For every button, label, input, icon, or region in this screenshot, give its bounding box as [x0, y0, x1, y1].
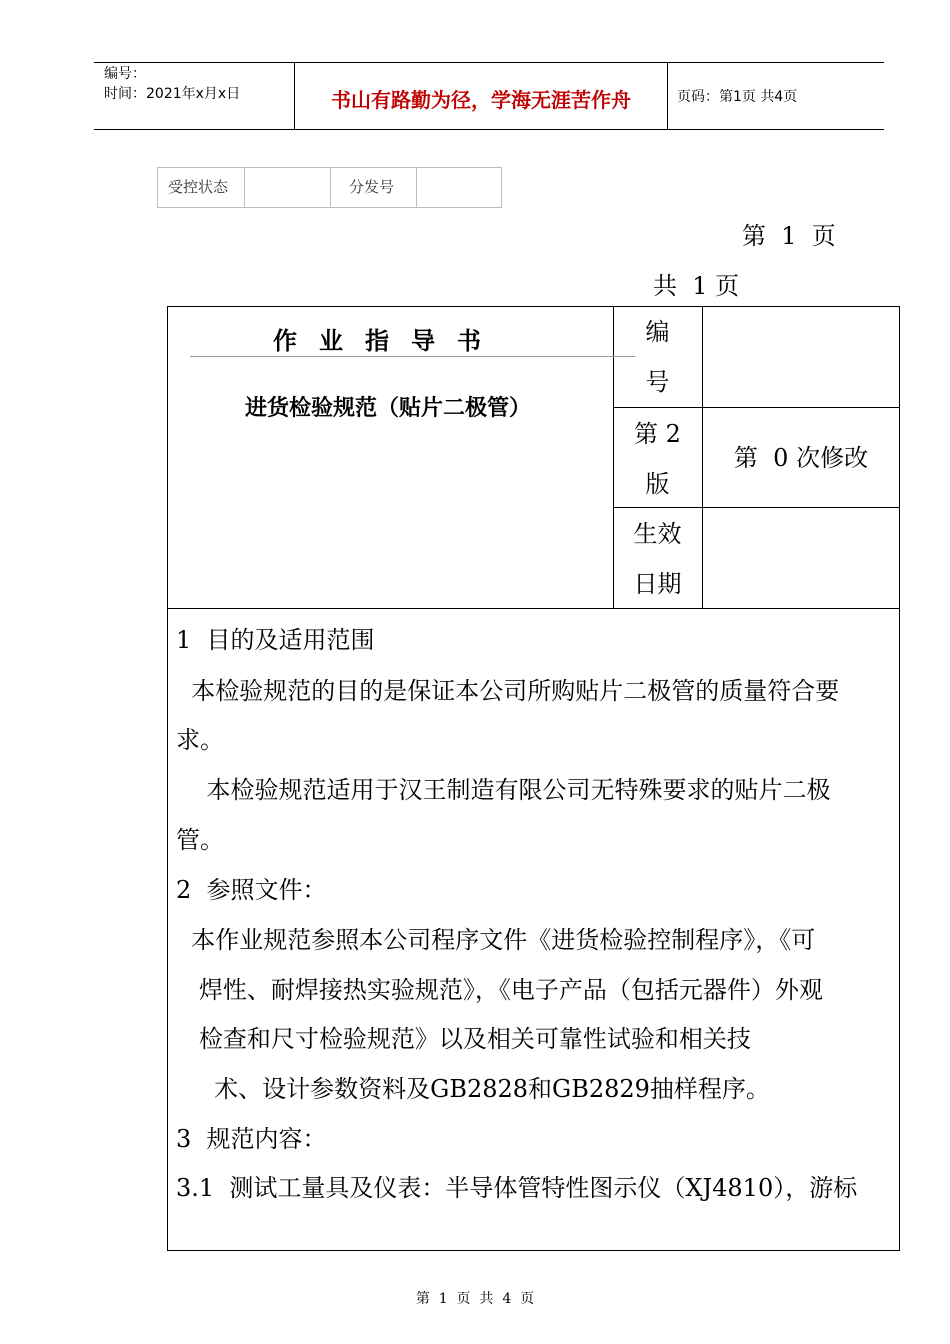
effective-date-label: 生效 — [633, 520, 682, 548]
page-number: 第 1 页 — [742, 222, 836, 250]
control-status-table — [157, 167, 502, 208]
document-title: 作业指导书 — [273, 326, 503, 355]
revision-count: 第 0 次修改 — [733, 444, 869, 472]
page-total: 共 1 页 — [653, 272, 740, 300]
body-text-line: 本检验规范的目的是保证本公司所购贴片二极管的质量符合要 — [176, 677, 840, 705]
version-label: 第 2 — [634, 420, 681, 448]
body-text-line: 检查和尺寸检验规范》以及相关可靠性试验和相关技 — [176, 1025, 751, 1053]
document-subtitle: 进货检验规范（贴片二极管） — [244, 395, 531, 421]
section-heading: 1 目的及适用范围 — [176, 626, 375, 654]
number-label: 号 — [645, 368, 670, 396]
header-code-label: 编号： — [104, 66, 146, 82]
section-heading: 2 参照文件： — [176, 876, 327, 904]
title-rule — [190, 356, 635, 357]
table-divider — [613, 407, 900, 408]
control-divider — [244, 168, 245, 207]
body-text-line: 焊性、耐焊接热实验规范》，《电子产品（包括元器件）外观 — [176, 976, 823, 1004]
distribution-label: 分发号 — [349, 178, 395, 196]
version-label: 版 — [645, 470, 670, 498]
control-status-label: 受控状态 — [168, 178, 229, 196]
body-text-line: 本检验规范适用于汉王制造有限公司无特殊要求的贴片二极 — [176, 776, 831, 804]
header-bottom-rule — [94, 129, 884, 130]
header-top-rule — [94, 62, 884, 63]
table-divider — [168, 608, 899, 609]
header-time: 时间：2021年x月x日 — [104, 86, 241, 102]
control-divider — [330, 168, 331, 207]
document-table — [167, 306, 900, 1251]
body-text-line: 本作业规范参照本公司程序文件《进货检验控制程序》，《可 — [176, 926, 816, 954]
section-heading: 3 规范内容： — [176, 1125, 327, 1153]
body-text-line: 3.1 测试工量具及仪表：半导体管特性图示仪（XJ4810），游标 — [176, 1174, 858, 1202]
effective-date-label: 日期 — [633, 570, 682, 598]
control-divider — [416, 168, 417, 207]
header-motto: 书山有路勤为径，学海无涯苦作舟 — [331, 88, 631, 112]
body-text-line: 管。 — [176, 826, 224, 854]
page-footer: 第 1 页 共 4 页 — [415, 1291, 535, 1307]
header-divider — [667, 62, 668, 130]
header-page-info: 页码：第1页 共4页 — [677, 89, 798, 105]
number-label: 编 — [645, 318, 670, 346]
body-text-line: 术、设计参数资料及GB2828和GB2829抽样程序。 — [176, 1075, 770, 1103]
body-text-line: 求。 — [176, 726, 224, 754]
